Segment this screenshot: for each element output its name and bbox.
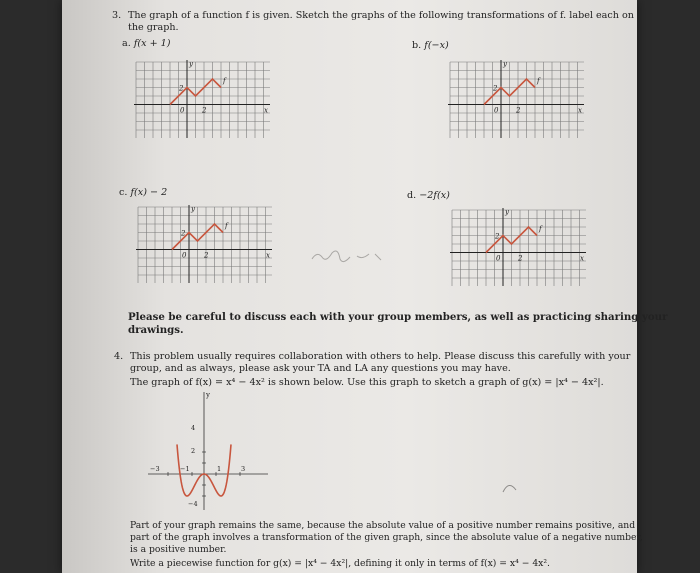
y-label: y bbox=[503, 60, 507, 68]
pencil-scribble bbox=[307, 244, 387, 274]
origin-label: 0 bbox=[494, 106, 499, 115]
grid-lines bbox=[452, 210, 586, 286]
part-d-label: d. −2f(x) bbox=[407, 190, 450, 201]
y-label: y bbox=[206, 391, 210, 399]
instruction-line1: Please be careful to discuss each with your group members, as well as practicing sharing your bbox=[128, 311, 668, 323]
y-label: y bbox=[191, 205, 195, 213]
f-label: f bbox=[539, 225, 542, 233]
para-line1: Part of your graph remains the same, because the absolute value of a positive number remains positive, and bbox=[130, 520, 636, 531]
grid-lines bbox=[450, 62, 584, 138]
instruction-line2: drawings. bbox=[128, 324, 184, 336]
part-b-label: b. f(−x) bbox=[412, 40, 449, 51]
f-label: f bbox=[225, 222, 228, 230]
x-label: x bbox=[580, 254, 584, 263]
y-tick-2: 2 bbox=[179, 84, 184, 93]
y-tick-neg4: −4 bbox=[188, 500, 198, 508]
x-tick-1: 1 bbox=[217, 465, 222, 473]
problem-3-line2: the graph. bbox=[128, 22, 179, 33]
quartic-graph[interactable] bbox=[142, 388, 272, 513]
grid-part-b[interactable] bbox=[444, 58, 584, 138]
origin-label: 0 bbox=[496, 254, 501, 263]
x-label: x bbox=[266, 251, 270, 260]
grid-part-d[interactable] bbox=[446, 206, 586, 286]
y-tick-2: 2 bbox=[191, 447, 196, 455]
problem-3-number: 3. bbox=[112, 10, 122, 21]
x-tick-2: 2 bbox=[202, 106, 207, 115]
grid-part-c[interactable] bbox=[132, 203, 272, 283]
problem-4-line1: This problem usually requires collaboration with others to help. Please discuss this carefully with your bbox=[130, 351, 631, 362]
problem-4-number: 4. bbox=[114, 351, 124, 362]
origin-label: 0 bbox=[182, 251, 187, 260]
x-tick-3: 3 bbox=[241, 465, 246, 473]
y-label: y bbox=[505, 208, 509, 216]
x-label: x bbox=[578, 106, 582, 115]
problem-4-line3: The graph of f(x) = x⁴ − 4x² is shown below. Use this graph to sketch a graph of g(x) = |x⁴ − 4x²|. bbox=[130, 377, 604, 388]
y-tick-2: 2 bbox=[181, 229, 186, 238]
grid-part-a[interactable] bbox=[130, 58, 270, 138]
origin-label: 0 bbox=[180, 106, 185, 115]
f-label: f bbox=[223, 77, 226, 85]
x-tick-2: 2 bbox=[516, 106, 521, 115]
y-tick-2: 2 bbox=[495, 232, 500, 241]
x-tick-neg3: −3 bbox=[150, 465, 160, 473]
x-tick-2: 2 bbox=[204, 251, 209, 260]
part-c-label: c. f(x) − 2 bbox=[119, 187, 168, 198]
y-label: y bbox=[189, 60, 193, 68]
grid-lines bbox=[136, 62, 270, 138]
problem-4-line2: group, and as always, please ask your TA and LA any questions you may have. bbox=[130, 363, 511, 374]
para-line3: is a positive number. bbox=[130, 544, 227, 555]
part-a-label: a. f(x + 1) bbox=[122, 38, 171, 49]
y-tick-2: 2 bbox=[493, 84, 498, 93]
x-tick-2: 2 bbox=[518, 254, 523, 263]
para-line2: part of the graph involves a transformation of the given graph, since the absolute value of a negative number, bbox=[130, 532, 643, 543]
para-last: Write a piecewise function for g(x) = |x⁴ − 4x²|, defining it only in terms of f(x) = x⁴ − 4x². bbox=[130, 558, 550, 569]
pencil-mark bbox=[500, 480, 520, 494]
x-label: x bbox=[264, 106, 268, 115]
worksheet-page bbox=[62, 0, 668, 573]
problem-3-line1: The graph of a function f is given. Sketch the graphs of the following transformations of f. label each on bbox=[128, 10, 634, 21]
y-tick-4: 4 bbox=[191, 424, 196, 432]
x-tick-neg1: −1 bbox=[180, 465, 190, 473]
f-label: f bbox=[537, 77, 540, 85]
grid-lines bbox=[138, 207, 272, 283]
